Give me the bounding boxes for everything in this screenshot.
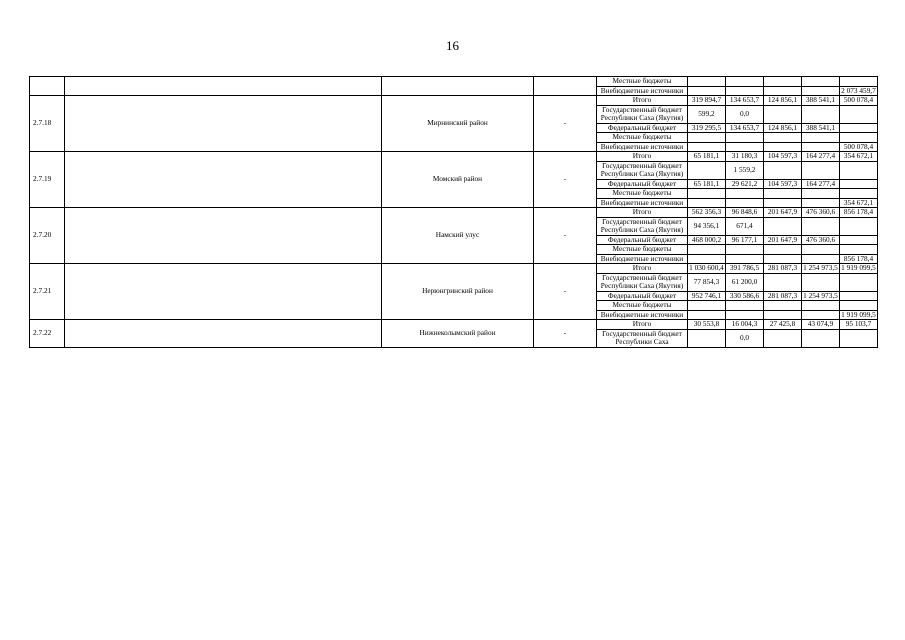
source-cell: Государственный бюджет Республики Саха — [597, 329, 688, 347]
source-cell: Внебюджетные источники — [597, 254, 688, 264]
value-cell: 599,2 — [688, 105, 726, 123]
value-cell — [726, 86, 764, 96]
value-cell: 354 672,1 — [840, 198, 878, 208]
value-cell — [726, 133, 764, 143]
value-cell: 124 856,1 — [764, 96, 802, 106]
value-cell: 164 277,4 — [802, 152, 840, 162]
value-cell: 95 103,7 — [840, 320, 878, 330]
value-cell — [802, 254, 840, 264]
item-dash: - — [534, 96, 597, 152]
item-name: Нерюнгринский район — [382, 264, 534, 320]
value-cell: 65 181,1 — [688, 179, 726, 189]
value-cell: 1 919 099,5 — [841, 263, 876, 272]
item-code: 2.7.18 — [30, 96, 65, 152]
value-cell — [802, 301, 840, 311]
source-cell: Местные бюджеты — [597, 301, 688, 311]
value-cell: 201 647,9 — [764, 208, 802, 218]
value-cell: 500 078,4 — [840, 96, 878, 106]
value-cell — [764, 198, 802, 208]
value-cell — [840, 133, 878, 143]
value-cell: 1 919 099,5 — [841, 310, 876, 319]
value-cell — [764, 105, 802, 123]
value-cell: 0,0 — [726, 105, 764, 123]
value-cell — [688, 86, 726, 96]
name-cell — [65, 77, 382, 96]
value-cell: 29 621,2 — [726, 179, 764, 189]
source-cell: Государственный бюджет Республики Саха (Якутия) — [597, 273, 688, 291]
item-code: 2.7.22 — [30, 320, 65, 348]
value-cell — [840, 291, 878, 301]
value-cell: 856 178,4 — [840, 254, 878, 264]
value-cell: 27 425,8 — [764, 320, 802, 330]
value-cell: 856 178,4 — [840, 208, 878, 218]
table-row — [30, 152, 878, 162]
value-cell: 319 295,5 — [688, 123, 726, 133]
source-cell: Федеральный бюджет — [597, 235, 688, 245]
value-cell — [840, 189, 878, 199]
source-cell: Итого — [597, 264, 688, 274]
source-cell: Федеральный бюджет — [597, 179, 688, 189]
table-row — [30, 320, 878, 330]
value-cell — [688, 245, 726, 255]
value-cell: 476 360,6 — [802, 208, 840, 218]
source-cell: Внебюджетные источники — [597, 142, 688, 152]
value-cell — [688, 198, 726, 208]
value-cell — [840, 301, 878, 311]
value-cell — [688, 310, 726, 320]
table-body — [30, 77, 878, 348]
value-cell: 104 597,3 — [764, 179, 802, 189]
item-dash: - — [534, 320, 597, 348]
table-row — [30, 96, 878, 106]
value-cell — [764, 273, 802, 291]
source-cell: Местные бюджеты — [597, 245, 688, 255]
value-cell — [688, 189, 726, 199]
item-name: Мирнинский район — [382, 96, 534, 152]
value-cell — [840, 329, 878, 347]
value-cell: 388 541,1 — [802, 123, 840, 133]
value-cell — [802, 245, 840, 255]
value-cell: 164 277,4 — [802, 179, 840, 189]
source-cell: Государственный бюджет Республики Саха (Якутия) — [597, 217, 688, 235]
source-cell: Внебюджетные источники — [597, 310, 688, 320]
value-cell — [802, 217, 840, 235]
value-cell: 468 000,2 — [688, 235, 726, 245]
value-cell: 104 597,3 — [764, 152, 802, 162]
value-cell: 1 030 600,4 — [689, 263, 724, 272]
value-cell — [726, 189, 764, 199]
value-cell: 96 848,6 — [726, 208, 764, 218]
item-blank — [65, 96, 382, 152]
value-cell: 77 854,3 — [688, 273, 726, 291]
value-cell — [726, 254, 764, 264]
source-cell: Местные бюджеты — [597, 189, 688, 199]
value-cell: 94 356,1 — [688, 217, 726, 235]
source-cell: Федеральный бюджет — [597, 123, 688, 133]
value-cell — [840, 161, 878, 179]
value-cell — [840, 235, 878, 245]
value-cell — [688, 142, 726, 152]
value-cell: 96 177,1 — [726, 235, 764, 245]
value-cell — [764, 301, 802, 311]
value-cell — [802, 310, 840, 320]
item-dash: - — [534, 208, 597, 264]
value-cell — [802, 189, 840, 199]
value-cell — [802, 161, 840, 179]
value-cell — [726, 245, 764, 255]
item-code: 2.7.19 — [30, 152, 65, 208]
value-cell — [726, 142, 764, 152]
value-cell — [764, 310, 802, 320]
item-name: Момский район — [382, 152, 534, 208]
page-number: 16 — [446, 38, 459, 53]
value-cell: 61 200,0 — [726, 273, 764, 291]
value-cell: 31 180,3 — [726, 152, 764, 162]
source-cell: Итого — [597, 96, 688, 106]
value-cell — [840, 179, 878, 189]
value-cell: 330 586,6 — [726, 291, 764, 301]
value-cell: 30 553,8 — [688, 320, 726, 330]
item-blank — [65, 320, 382, 348]
value-cell: 1 254 973,5 — [803, 291, 838, 300]
value-cell — [726, 77, 764, 87]
source-cell: Местные бюджеты — [597, 77, 688, 87]
source-cell: Внебюджетные источники — [597, 86, 688, 96]
value-cell: 16 004,3 — [726, 320, 764, 330]
value-cell: 124 856,1 — [764, 123, 802, 133]
source-cell: Государственный бюджет Республики Саха (Якутия) — [597, 161, 688, 179]
region-cell — [382, 77, 534, 96]
value-cell — [726, 310, 764, 320]
value-cell: 134 653,7 — [726, 123, 764, 133]
value-cell — [688, 301, 726, 311]
dash-cell — [534, 77, 597, 96]
value-cell — [688, 77, 726, 87]
table-row — [30, 264, 878, 274]
value-cell: 562 356,3 — [688, 208, 726, 218]
value-cell: 1 559,2 — [726, 161, 764, 179]
value-cell — [764, 245, 802, 255]
value-cell — [764, 77, 802, 87]
item-code: 2.7.20 — [30, 208, 65, 264]
value-cell — [840, 77, 878, 87]
value-cell: 952 746,1 — [688, 291, 726, 301]
value-cell — [764, 142, 802, 152]
table-row — [30, 208, 878, 218]
value-cell: 201 647,9 — [764, 235, 802, 245]
value-cell — [802, 198, 840, 208]
value-cell: 476 360,6 — [802, 235, 840, 245]
value-cell: 134 653,7 — [726, 96, 764, 106]
value-cell: 388 541,1 — [802, 96, 840, 106]
value-cell — [764, 254, 802, 264]
item-name: Намский улус — [382, 208, 534, 264]
value-cell: 671,4 — [726, 217, 764, 235]
value-cell: 391 786,5 — [726, 264, 764, 274]
value-cell — [764, 86, 802, 96]
value-cell — [802, 273, 840, 291]
value-cell — [840, 123, 878, 133]
value-cell — [764, 189, 802, 199]
item-name: Нижнеколымский район — [382, 320, 534, 348]
code-cell — [30, 77, 65, 96]
value-cell: 354 672,1 — [840, 152, 878, 162]
source-cell: Федеральный бюджет — [597, 291, 688, 301]
item-blank — [65, 208, 382, 264]
source-cell: Местные бюджеты — [597, 133, 688, 143]
value-cell — [840, 273, 878, 291]
value-cell — [688, 329, 726, 347]
value-cell: 281 087,3 — [764, 264, 802, 274]
table-row — [30, 77, 878, 87]
value-cell — [688, 133, 726, 143]
value-cell — [764, 161, 802, 179]
budget-table — [29, 76, 878, 348]
value-cell — [802, 133, 840, 143]
value-cell — [840, 105, 878, 123]
item-dash: - — [534, 264, 597, 320]
value-cell — [840, 217, 878, 235]
item-dash: - — [534, 152, 597, 208]
value-cell: 2 073 459,7 — [841, 86, 876, 95]
value-cell — [802, 105, 840, 123]
value-cell — [688, 161, 726, 179]
value-cell: 43 074,9 — [802, 320, 840, 330]
value-cell — [764, 329, 802, 347]
value-cell — [688, 254, 726, 264]
item-blank — [65, 152, 382, 208]
value-cell — [802, 86, 840, 96]
value-cell — [802, 142, 840, 152]
value-cell: 319 894,7 — [688, 96, 726, 106]
item-blank — [65, 264, 382, 320]
source-cell: Государственный бюджет Республики Саха (Якутия) — [597, 105, 688, 123]
source-cell: Итого — [597, 152, 688, 162]
value-cell: 500 078,4 — [840, 142, 878, 152]
value-cell: 0,0 — [726, 329, 764, 347]
value-cell — [840, 245, 878, 255]
value-cell — [764, 217, 802, 235]
value-cell — [802, 329, 840, 347]
source-cell: Внебюджетные источники — [597, 198, 688, 208]
value-cell — [726, 301, 764, 311]
source-cell: Итого — [597, 208, 688, 218]
value-cell — [764, 133, 802, 143]
value-cell: 281 087,3 — [764, 291, 802, 301]
value-cell — [726, 198, 764, 208]
value-cell: 1 254 973,5 — [803, 263, 838, 272]
item-code: 2.7.21 — [30, 264, 65, 320]
value-cell: 65 181,1 — [688, 152, 726, 162]
source-cell: Итого — [597, 320, 688, 330]
value-cell — [802, 77, 840, 87]
